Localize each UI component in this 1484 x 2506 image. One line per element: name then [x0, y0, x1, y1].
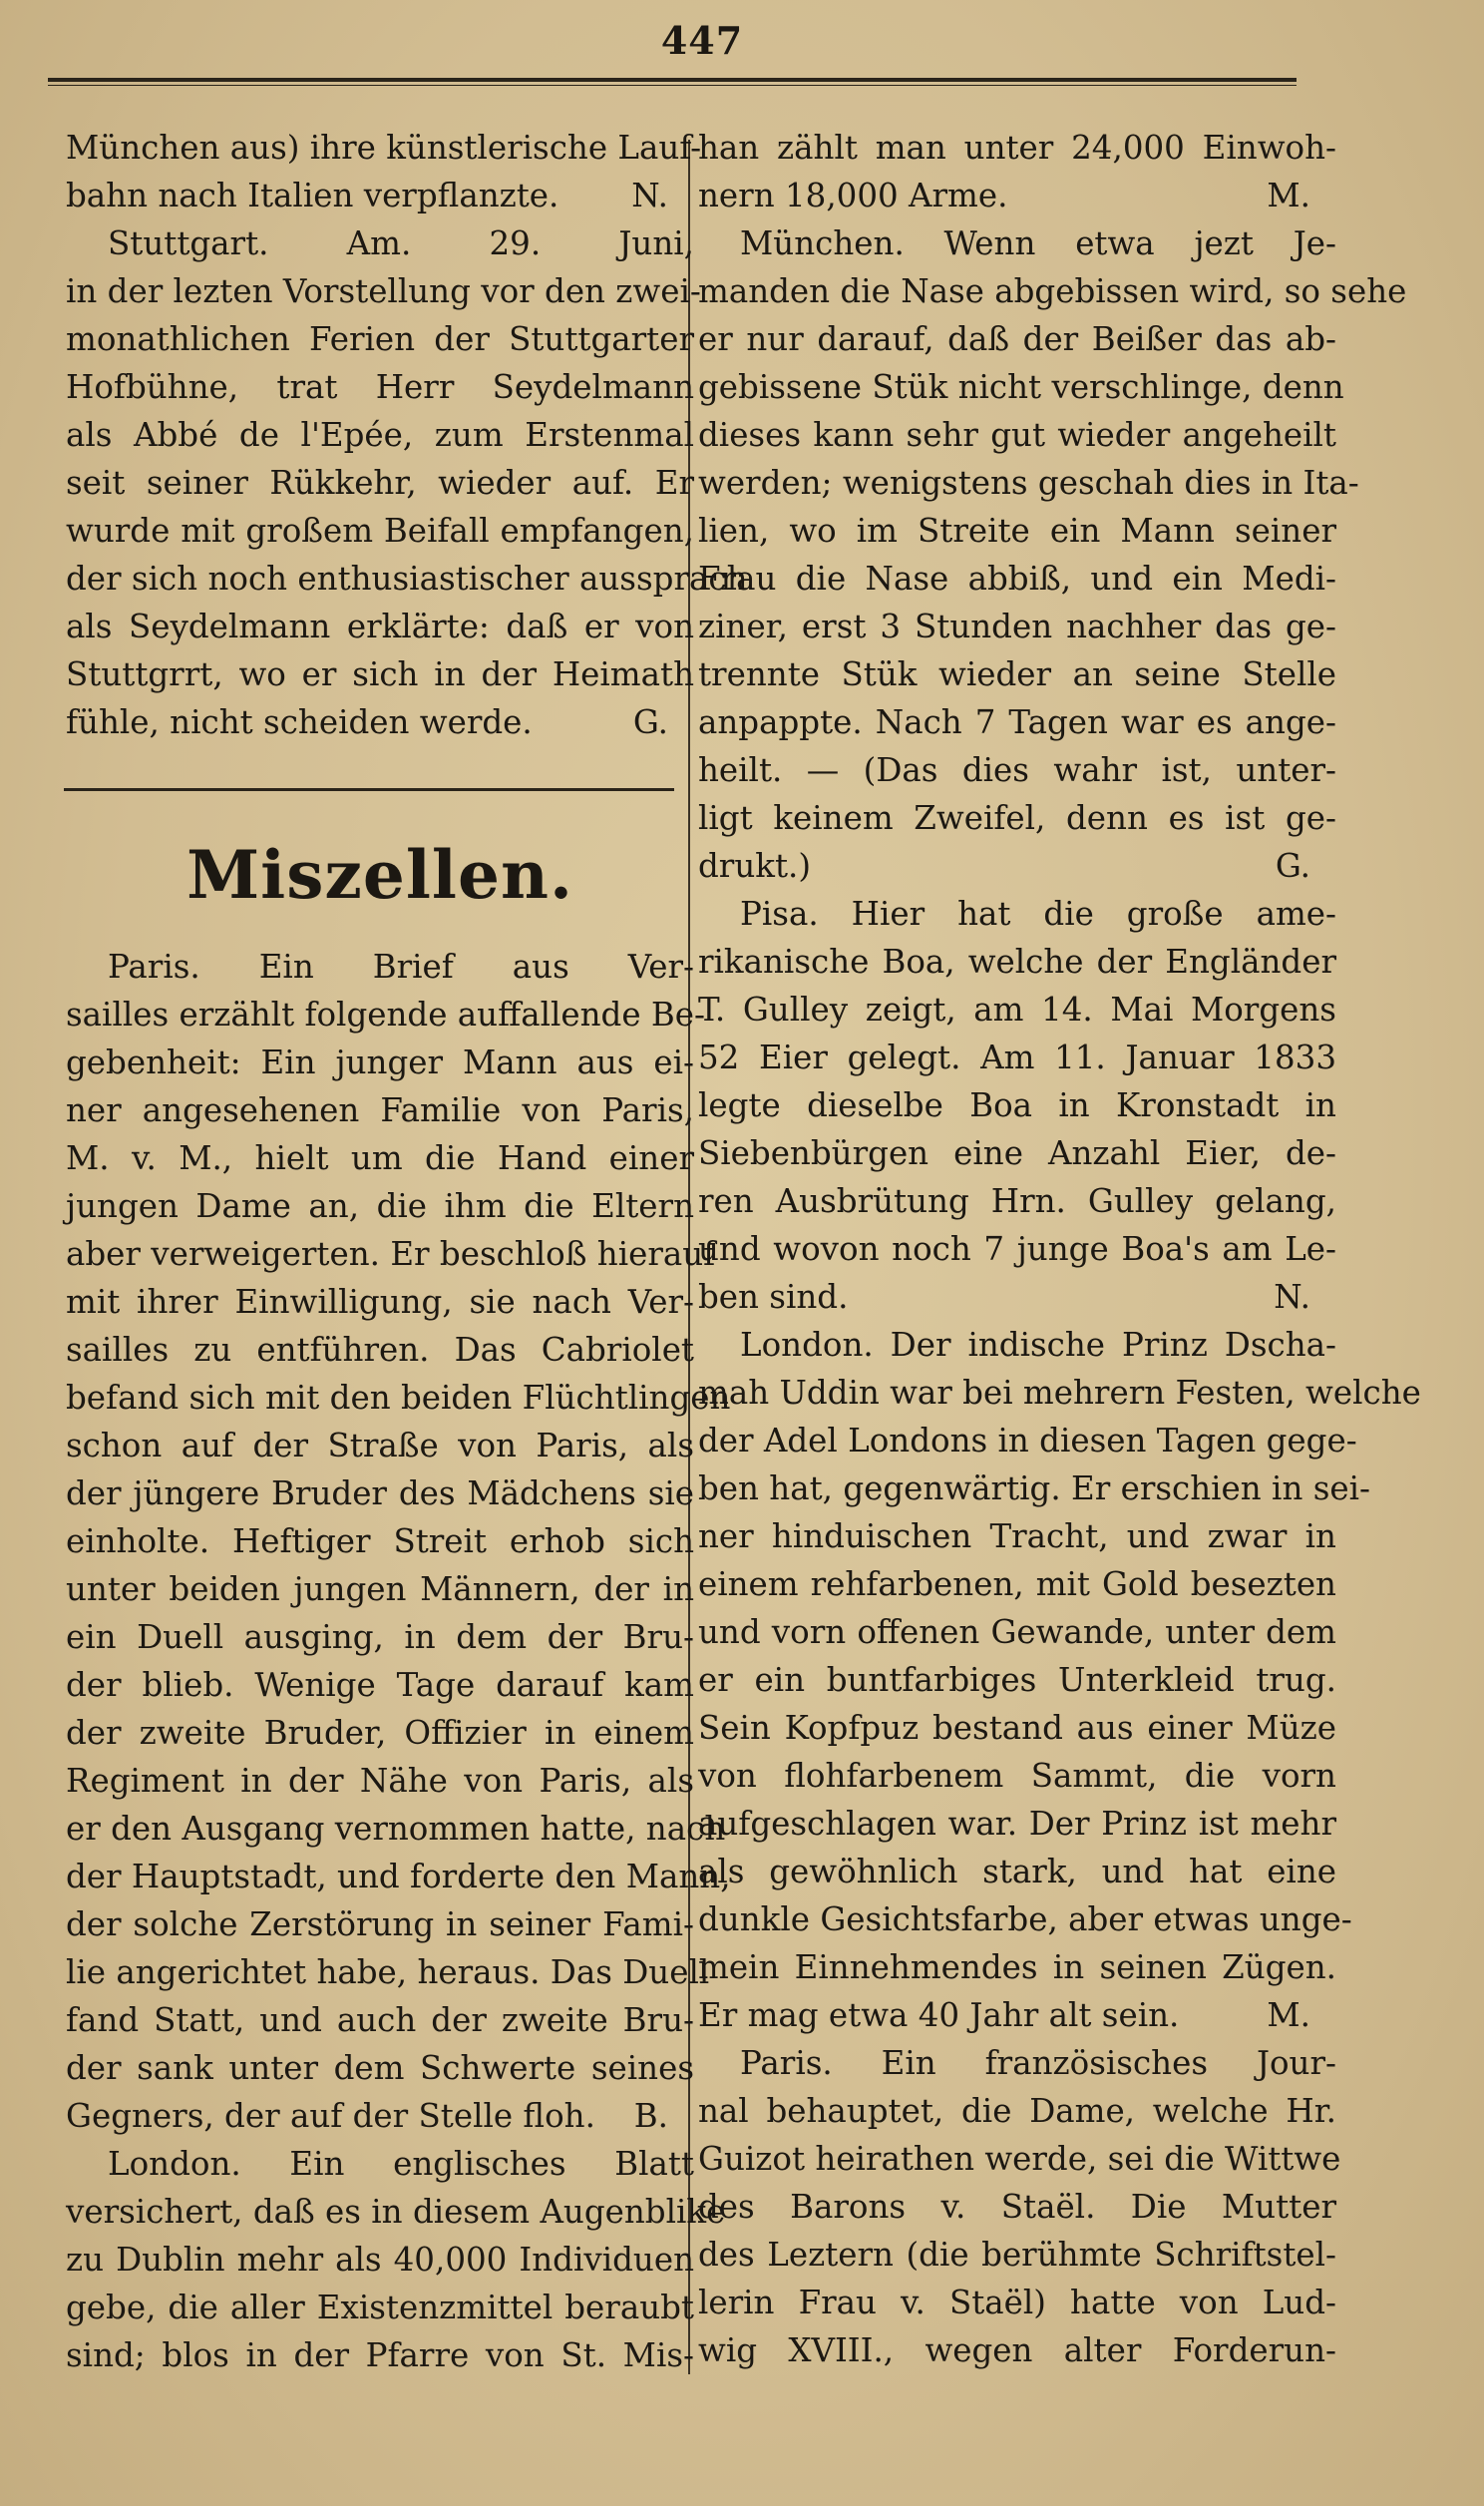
- header-rule: [48, 78, 1297, 86]
- text-line: als gewöhnlich stark, und hat eine: [698, 1853, 1336, 1890]
- text-line: mein Einnehmendes in seinen Zügen.: [698, 1948, 1336, 1986]
- text-line: heilt. — (Das dies wahr ist, unter-: [698, 751, 1336, 789]
- text-line: von flohfarbenem Sammt, die vorn: [698, 1757, 1336, 1795]
- text-line: nern 18,000 Arme. M.: [698, 172, 1336, 219]
- text-line: der sank unter dem Schwerte seines: [66, 2049, 694, 2087]
- text-line: drukt.) G.: [698, 842, 1336, 890]
- text-line: der jüngere Bruder des Mädchens sie: [66, 1474, 694, 1512]
- author-signature: G.: [632, 703, 668, 741]
- text-line: als Seydelmann erklärte: daß er von: [66, 608, 694, 645]
- text-line: rikanische Boa, welche der Engländer: [698, 943, 1336, 981]
- text-line: trennte Stük wieder an seine Stelle: [698, 655, 1336, 693]
- text-line: gebissene Stük nicht verschlinge, denn: [698, 368, 1344, 406]
- text-line: jungen Dame an, die ihm die Eltern: [66, 1187, 694, 1225]
- text-line: sailles erzählt folgende auffallende Be-: [66, 996, 705, 1034]
- text-line: befand sich mit den beiden Flüchtlingen: [66, 1379, 731, 1417]
- text-line: lien, wo im Streite ein Mann seiner: [698, 512, 1336, 550]
- text-line: lerin Frau v. Staël) hatte von Lud-: [698, 2284, 1336, 2321]
- text-line: er nur darauf, daß der Beißer das ab-: [698, 320, 1336, 358]
- text-line: han zählt man unter 24,000 Einwoh-: [698, 129, 1336, 167]
- text-line: mah Uddin war bei mehrern Festen, welche: [698, 1374, 1421, 1412]
- text-line: er ein buntfarbiges Unterkleid trug.: [698, 1661, 1336, 1699]
- text-line: der blieb. Wenige Tage darauf kam: [66, 1666, 694, 1704]
- left-column: [66, 124, 748, 2379]
- text-line: versichert, daß es in diesem Augenblike: [66, 2193, 726, 2231]
- text-line: ligt keinem Zweifel, denn es ist ge-: [698, 799, 1336, 837]
- text-line: Paris. Ein Brief aus Ver-: [108, 948, 694, 986]
- text-line: sailles zu entführen. Das Cabriolet: [66, 1331, 694, 1369]
- text-line: als Abbé de l'Epée, zum Erstenmal: [66, 416, 694, 454]
- text-line: dieses kann sehr gut wieder angeheilt: [698, 416, 1336, 454]
- text-line: und wovon noch 7 junge Boa's am Le-: [698, 1230, 1336, 1268]
- text-line: Stuttgrrt, wo er sich in der Heimath: [66, 655, 694, 693]
- text-line: einholte. Heftiger Streit erhob sich: [66, 1522, 694, 1560]
- author-signature: B.: [633, 2097, 668, 2135]
- text-line: Sein Kopfpuz bestand aus einer Müze: [698, 1709, 1336, 1747]
- section-title: Miszellen.: [186, 836, 573, 914]
- text-line: der Adel Londons in diesen Tagen gege-: [698, 1422, 1357, 1460]
- text-line: ein Duell ausging, in dem der Bru-: [66, 1618, 694, 1656]
- text-line: ben sind. N.: [698, 1273, 1336, 1321]
- text-line: mit ihrer Einwilligung, sie nach Ver-: [66, 1283, 694, 1321]
- text-line: Guizot heirathen werde, sei die Wittwe: [698, 2140, 1341, 2178]
- text-line: ren Ausbrütung Hrn. Gulley gelang,: [698, 1182, 1336, 1220]
- text-line: monathlichen Ferien der Stuttgarter: [66, 320, 694, 358]
- text-line: London. Der indische Prinz Dscha-: [740, 1326, 1336, 1364]
- text-line: ben hat, gegenwärtig. Er erschien in sei-: [698, 1469, 1370, 1507]
- text-line: seit seiner Rükkehr, wieder auf. Er: [66, 464, 694, 502]
- text-line: aber verweigerten. Er beschloß hierauf: [66, 1235, 716, 1273]
- text-line: Pisa. Hier hat die große ame-: [740, 895, 1336, 933]
- text-line: gebe, die aller Existenzmittel beraubt: [66, 2289, 694, 2326]
- text-line: Er mag etwa 40 Jahr alt sein. M.: [698, 1991, 1336, 2039]
- right-column: [698, 124, 1421, 2374]
- text-line: wig XVIII., wegen alter Forderun-: [698, 2331, 1336, 2369]
- text-line: wurde mit großem Beifall empfangen,: [66, 512, 694, 550]
- text-line: M. v. M., hielt um die Hand einer: [66, 1139, 694, 1177]
- text-line: München. Wenn etwa jezt Je-: [740, 224, 1336, 262]
- text-line: bahn nach Italien verpflanzte. N.: [66, 172, 694, 219]
- author-signature: M.: [1267, 1996, 1310, 2034]
- text-line: Paris. Ein französisches Jour-: [740, 2044, 1336, 2082]
- text-line: gebenheit: Ein junger Mann aus ei-: [66, 1044, 694, 1081]
- text-line: ner angesehenen Familie von Paris,: [66, 1091, 694, 1129]
- text-line: dunkle Gesichtsfarbe, aber etwas unge-: [698, 1900, 1352, 1938]
- text-line: aufgeschlagen war. Der Prinz ist mehr: [698, 1805, 1336, 1843]
- text-line: Stuttgart. Am. 29. Juni,: [108, 224, 694, 262]
- text-line: der zweite Bruder, Offizier in einem: [66, 1714, 694, 1752]
- section-rule: [64, 788, 674, 791]
- text-line: und vorn offenen Gewande, unter dem: [698, 1613, 1336, 1651]
- text-line: fühle, nicht scheiden werde. G.: [66, 698, 694, 746]
- text-line: des Leztern (die berühmte Schriftstel-: [698, 2236, 1336, 2274]
- text-line: T. Gulley zeigt, am 14. Mai Morgens: [698, 991, 1336, 1029]
- text-line: einem rehfarbenen, mit Gold besezten: [698, 1565, 1336, 1603]
- text-line: zu Dublin mehr als 40,000 Individuen: [66, 2241, 694, 2279]
- text-line: Frau die Nase abbiß, und ein Medi-: [698, 560, 1336, 598]
- text-line: 52 Eier gelegt. Am 11. Januar 1833: [698, 1039, 1336, 1076]
- page-number: 447: [660, 18, 744, 63]
- text-line: Regiment in der Nähe von Paris, als: [66, 1762, 694, 1800]
- text-line: legte dieselbe Boa in Kronstadt in: [698, 1086, 1336, 1124]
- text-line: nal behauptet, die Dame, welche Hr.: [698, 2092, 1336, 2130]
- text-line: ziner, erst 3 Stunden nachher das ge-: [698, 608, 1336, 645]
- text-line: der sich noch enthusiastischer aussprach: [66, 560, 748, 598]
- text-line: anpappte. Nach 7 Tagen war es ange-: [698, 703, 1336, 741]
- author-signature: G.: [1275, 847, 1310, 885]
- text-line: fand Statt, und auch der zweite Bru-: [66, 2001, 694, 2039]
- text-line: unter beiden jungen Männern, der in: [66, 1570, 694, 1608]
- text-line: München aus) ihre künstlerische Lauf-: [66, 129, 702, 167]
- text-line: Gegners, der auf der Stelle floh. B.: [66, 2092, 694, 2140]
- text-line: Hofbühne, trat Herr Seydelmann: [66, 368, 694, 406]
- text-line: der solche Zerstörung in seiner Fami-: [66, 1905, 694, 1943]
- text-line: manden die Nase abgebissen wird, so sehe: [698, 272, 1407, 310]
- text-line: ner hinduischen Tracht, und zwar in: [698, 1517, 1336, 1555]
- text-line: schon auf der Straße von Paris, als: [66, 1427, 694, 1464]
- text-line: werden; wenigstens geschah dies in Ita-: [698, 464, 1359, 502]
- author-signature: M.: [1267, 177, 1310, 214]
- text-line: er den Ausgang vernommen hatte, nach: [66, 1810, 726, 1848]
- author-signature: N.: [631, 177, 668, 214]
- text-line: lie angerichtet habe, heraus. Das Duell: [66, 1953, 710, 1991]
- text-line: London. Ein englisches Blatt: [108, 2145, 694, 2183]
- text-line: der Hauptstadt, und forderte den Mann,: [66, 1858, 731, 1895]
- text-line: sind; blos in der Pfarre von St. Mis-: [66, 2336, 694, 2374]
- text-line: des Barons v. Staël. Die Mutter: [698, 2188, 1336, 2226]
- author-signature: N.: [1274, 1278, 1310, 1316]
- text-line: Siebenbürgen eine Anzahl Eier, de-: [698, 1134, 1336, 1172]
- text-line: in der lezten Vorstellung vor den zwei-: [66, 272, 701, 310]
